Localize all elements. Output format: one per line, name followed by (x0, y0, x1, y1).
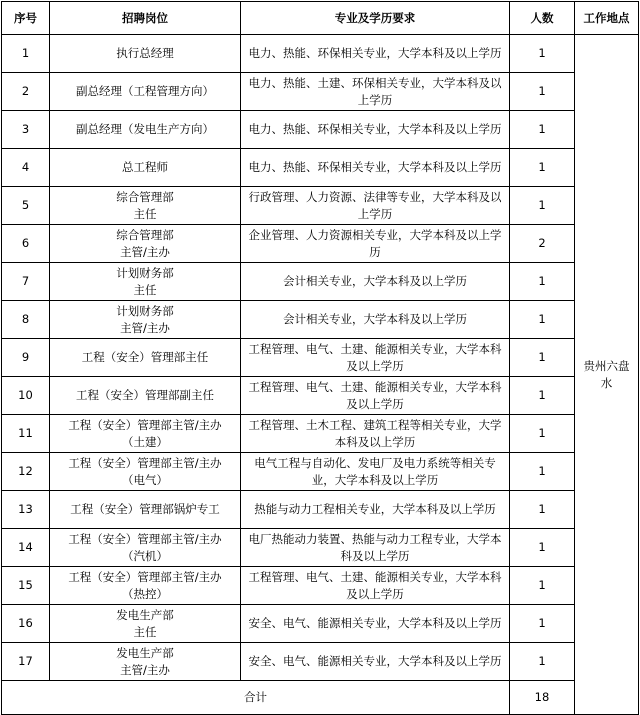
row-number: 8 (2, 301, 50, 339)
row-number: 9 (2, 339, 50, 377)
post-line: 工程（安全）管理部副主任 (76, 388, 214, 402)
table-row (2, 415, 639, 453)
row-post (50, 35, 241, 73)
row-count: 1 (510, 111, 575, 149)
row-count: 1 (510, 149, 575, 187)
post-line: 总工程师 (122, 160, 168, 174)
post-line: 工程（安全）管理部主管/主办 (68, 569, 222, 584)
row-post (50, 339, 241, 377)
row-count: 1 (510, 35, 575, 73)
row-requirements: 工程管理、电气、土建、能源相关专业，大学本科及以上学历 (241, 377, 510, 415)
post-line: 工程（安全）管理部主管/主办 (68, 531, 222, 546)
post-line: 发电生产部 (116, 607, 174, 622)
row-number: 6 (2, 225, 50, 263)
recruitment-table (1, 1, 639, 715)
post-line: 计划财务部 (116, 303, 174, 318)
row-post (50, 263, 241, 301)
row-requirements: 电厂热能动力装置、热能与动力工程专业，大学本科及以上学历 (241, 529, 510, 567)
table-row (2, 377, 639, 415)
row-count: 1 (510, 415, 575, 453)
row-count: 1 (510, 263, 575, 301)
table-row (2, 149, 639, 187)
table-body (2, 35, 639, 715)
row-count: 1 (510, 377, 575, 415)
row-post (50, 111, 241, 149)
table-row (2, 263, 639, 301)
row-count: 1 (510, 453, 575, 491)
row-requirements: 工程管理、电气、土建、能源相关专业，大学本科及以上学历 (241, 339, 510, 377)
header-location: 工作地点 (575, 2, 639, 35)
post-line: 主任 (133, 624, 157, 639)
row-number: 17 (2, 643, 50, 681)
row-requirements: 工程管理、电气、土建、能源相关专业，大学本科及以上学历 (241, 567, 510, 605)
row-number: 3 (2, 111, 50, 149)
post-line: 工程（安全）管理部锅炉专工 (70, 502, 220, 516)
post-line: 主管/主办 (120, 320, 170, 335)
row-post (50, 225, 241, 263)
table-row (2, 339, 639, 377)
header-requirements: 专业及学历要求 (241, 2, 510, 35)
post-line: 主任 (133, 206, 157, 221)
table-row (2, 73, 639, 111)
post-line: 主管/主办 (120, 662, 170, 677)
row-number: 15 (2, 567, 50, 605)
row-post (50, 377, 241, 415)
row-post (50, 567, 241, 605)
table-row (2, 225, 639, 263)
row-post (50, 529, 241, 567)
post-line: 主任 (133, 282, 157, 297)
header-no: 序号 (2, 2, 50, 35)
total-label: 合计 (2, 681, 510, 715)
post-line: 执行总经理 (116, 46, 174, 60)
table-row (2, 643, 639, 681)
row-post (50, 643, 241, 681)
row-post (50, 491, 241, 529)
work-location: 贵州六盘水 (575, 35, 639, 715)
post-line: 综合管理部 (116, 227, 174, 242)
row-post (50, 453, 241, 491)
row-count: 1 (510, 567, 575, 605)
row-count: 1 (510, 643, 575, 681)
table-row (2, 567, 639, 605)
row-count: 1 (510, 73, 575, 111)
post-line: （汽机） (122, 548, 168, 563)
post-line: 工程（安全）管理部主管/主办 (68, 455, 222, 470)
row-requirements: 会计相关专业，大学本科及以上学历 (241, 263, 510, 301)
post-line: 发电生产部 (116, 645, 174, 660)
row-requirements: 安全、电气、能源相关专业，大学本科及以上学历 (241, 605, 510, 643)
row-requirements: 热能与动力工程相关专业，大学本科及以上学历 (241, 491, 510, 529)
row-requirements: 行政管理、人力资源、法律等专业，大学本科及以上学历 (241, 187, 510, 225)
row-count: 1 (510, 491, 575, 529)
row-post (50, 415, 241, 453)
post-line: 综合管理部 (116, 189, 174, 204)
row-number: 16 (2, 605, 50, 643)
table-row (2, 529, 639, 567)
post-line: （电气） (122, 472, 168, 487)
row-post (50, 73, 241, 111)
row-count: 1 (510, 187, 575, 225)
header-count: 人数 (510, 2, 575, 35)
table-row (2, 35, 639, 73)
post-line: 副总经理（发电生产方向） (76, 122, 214, 136)
table-row (2, 187, 639, 225)
row-count: 1 (510, 605, 575, 643)
row-requirements: 安全、电气、能源相关专业，大学本科及以上学历 (241, 643, 510, 681)
row-number: 2 (2, 73, 50, 111)
table-row (2, 111, 639, 149)
table-row (2, 301, 639, 339)
post-line: 工程（安全）管理部主任 (81, 350, 209, 364)
row-requirements: 电力、热能、环保相关专业，大学本科及以上学历 (241, 149, 510, 187)
row-requirements: 电力、热能、土建、环保相关专业，大学本科及以上学历 (241, 73, 510, 111)
header-post: 招聘岗位 (50, 2, 241, 35)
row-number: 1 (2, 35, 50, 73)
row-requirements: 电力、热能、环保相关专业，大学本科及以上学历 (241, 111, 510, 149)
row-number: 10 (2, 377, 50, 415)
header-row (2, 2, 639, 35)
total-row (2, 681, 639, 715)
row-number: 14 (2, 529, 50, 567)
row-requirements: 电气工程与自动化、发电厂及电力系统等相关专业，大学本科及以上学历 (241, 453, 510, 491)
row-post (50, 301, 241, 339)
row-number: 5 (2, 187, 50, 225)
row-number: 12 (2, 453, 50, 491)
row-post (50, 605, 241, 643)
row-requirements: 会计相关专业，大学本科及以上学历 (241, 301, 510, 339)
row-count: 1 (510, 529, 575, 567)
row-number: 11 (2, 415, 50, 453)
row-requirements: 电力、热能、环保相关专业，大学本科及以上学历 (241, 35, 510, 73)
post-line: 主管/主办 (120, 244, 170, 259)
row-post (50, 149, 241, 187)
table-row (2, 453, 639, 491)
total-count: 18 (510, 681, 575, 715)
post-line: 计划财务部 (116, 265, 174, 280)
row-requirements: 工程管理、土木工程、建筑工程等相关专业，大学本科及以上学历 (241, 415, 510, 453)
table-row (2, 605, 639, 643)
post-line: 工程（安全）管理部主管/主办 (68, 417, 222, 432)
row-number: 13 (2, 491, 50, 529)
table-row (2, 491, 639, 529)
row-count: 1 (510, 339, 575, 377)
row-count: 2 (510, 225, 575, 263)
post-line: （土建） (122, 434, 168, 449)
row-number: 4 (2, 149, 50, 187)
row-count: 1 (510, 301, 575, 339)
row-requirements: 企业管理、人力资源相关专业，大学本科及以上学历 (241, 225, 510, 263)
row-number: 7 (2, 263, 50, 301)
post-line: 副总经理（工程管理方向） (76, 84, 214, 98)
row-post (50, 187, 241, 225)
post-line: （热控） (122, 586, 168, 601)
